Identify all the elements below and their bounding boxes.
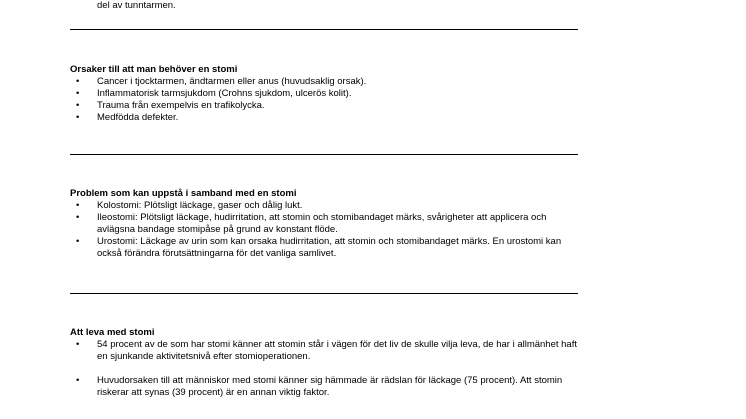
section-problems [70, 188, 580, 260]
section-heading: Att leva med stomi [70, 327, 155, 338]
section-divider [70, 293, 578, 294]
list-item: • Kolostomi: Plötsligt läckage, gaser och dålig lukt. [76, 200, 303, 211]
list-item: • Medfödda defekter. [76, 112, 179, 123]
list-item: • Ileostomi: Plötsligt läckage, hudirritation, att stomin och stomibandaget märks, svårigheter att applicera och avlägsna bandage stomipåse på grund av konstant flöde. [76, 212, 547, 235]
list-item: • Trauma från exempelvis en trafikolycka. [76, 100, 265, 111]
intro-tail-text: del av tunntarmen. [97, 0, 176, 11]
bullet-icon: • [76, 212, 80, 223]
bullet-icon: • [76, 375, 80, 386]
section-divider [70, 154, 578, 155]
list-item: • Urostomi: Läckage av urin som kan orsaka hudirritation, att stomin och stomibandaget märks. En urostomi kan också förändra förutsättningarna för det vanliga samlivet. [76, 236, 562, 259]
section-heading: Problem som kan uppstå i samband med en stomi [70, 188, 297, 199]
section-divider [70, 29, 578, 30]
bullet-list [70, 200, 580, 260]
bullet-icon: • [76, 339, 80, 350]
bullet-icon: • [76, 112, 80, 123]
bullet-icon: • [76, 76, 80, 87]
bullet-icon: • [76, 88, 80, 99]
intro-continuation [70, 0, 580, 12]
bullet-icon: • [76, 100, 80, 111]
list-item: • Inflammatorisk tarmsjukdom (Crohns sjukdom, ulcerös kolit). [76, 88, 352, 99]
section-living-with-stoma [70, 327, 580, 399]
bullet-list [70, 76, 580, 124]
section-causes [70, 64, 580, 124]
list-item: • Huvudorsaken till att människor med stomi känner sig hämmade är rädslan för läckage (75 procent). Att stomin riskerar att synas (39 procent) är en annan viktig faktor. [76, 375, 563, 398]
section-heading: Orsaker till att man behöver en stomi [70, 64, 238, 75]
bullet-icon: • [76, 236, 80, 247]
list-item: • 54 procent av de som har stomi känner att stomin står i vägen för det liv de skulle vilja leva, de har i allmänhet haft en sjunkande aktivitetsnivå efter stomioperationen. [76, 339, 577, 362]
list-item: • Cancer i tjocktarmen, ändtarmen eller anus (huvudsaklig orsak). [76, 76, 367, 87]
bullet-icon: • [76, 200, 80, 211]
bullet-list [70, 339, 580, 399]
